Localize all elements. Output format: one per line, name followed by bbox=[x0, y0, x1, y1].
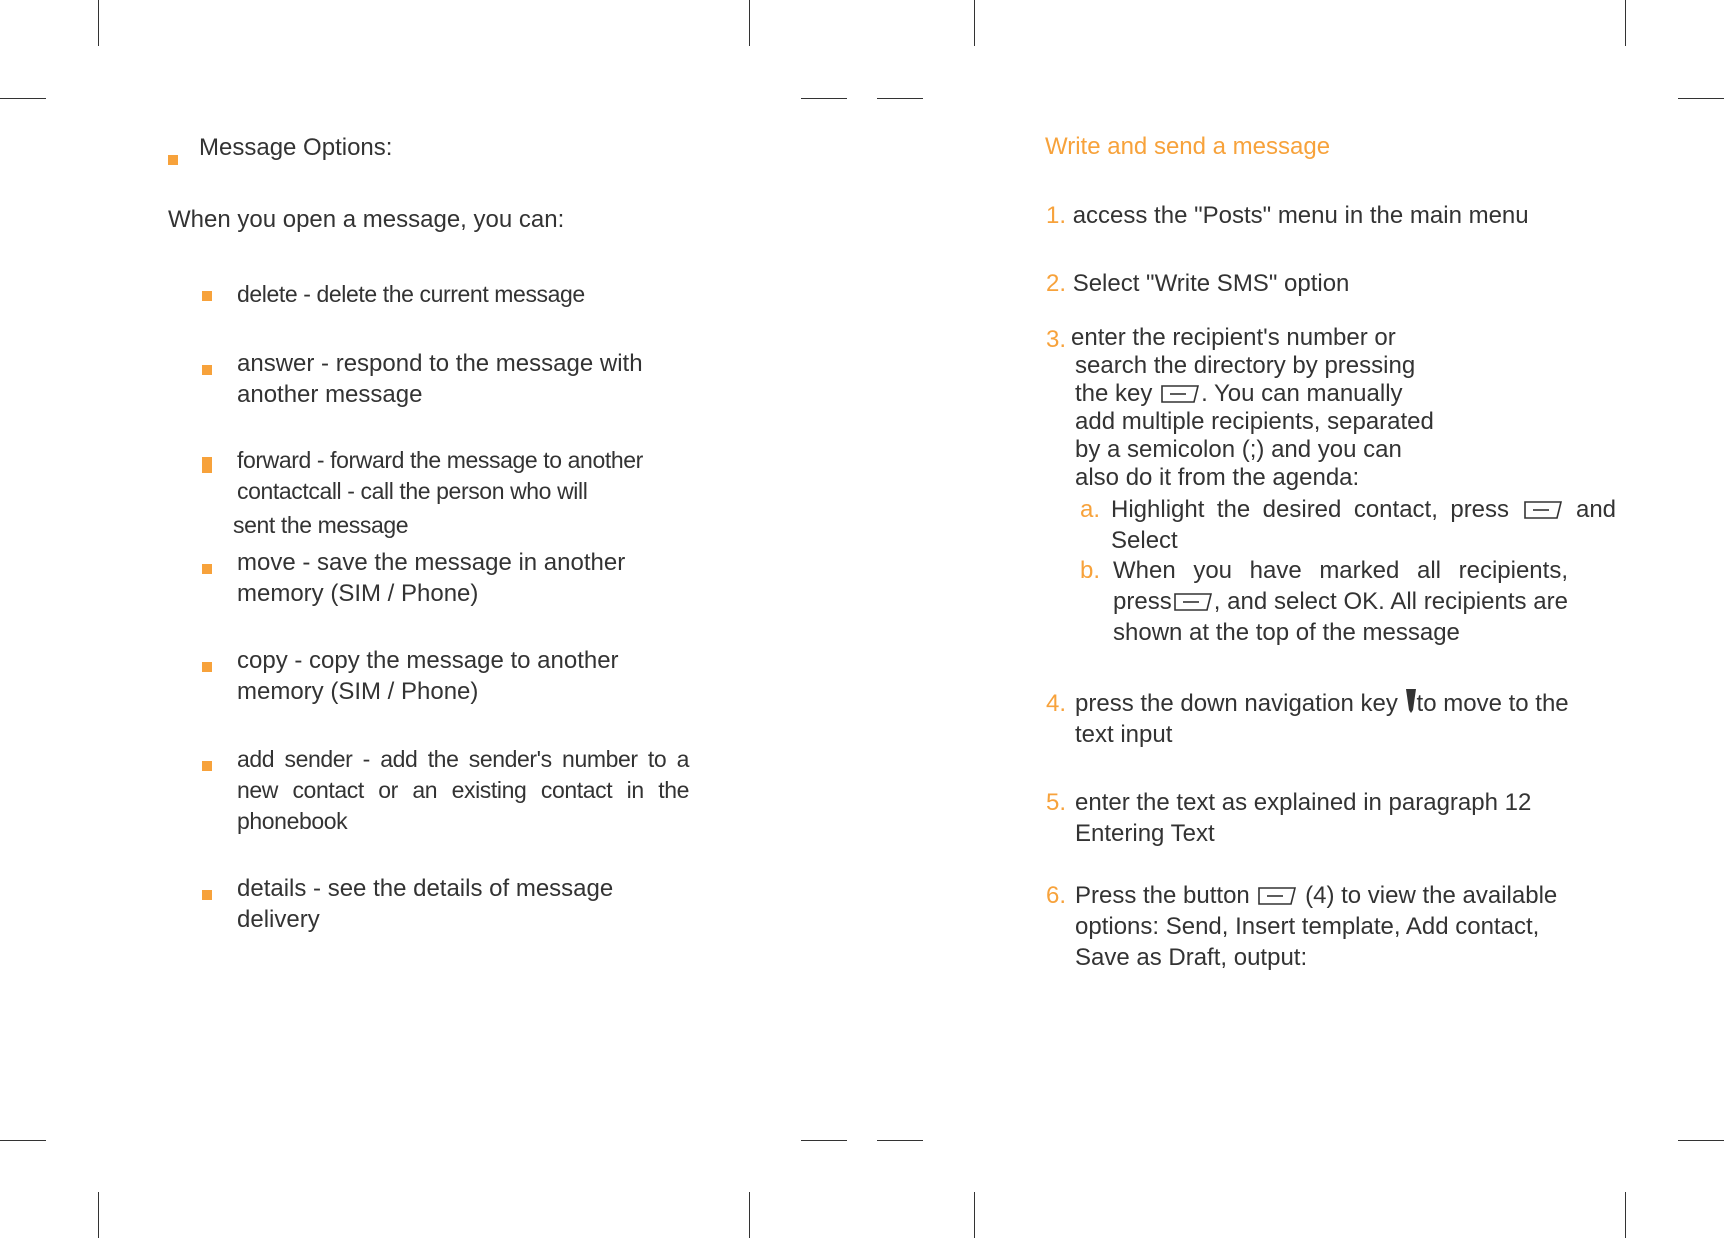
step-number: 3. bbox=[1046, 326, 1067, 353]
bullet-icon bbox=[202, 761, 212, 771]
step-text-continued: (4) to view the available options: Send, Insert template, Add contact, Save as Draft, output: bbox=[1075, 882, 1558, 971]
list-item-details: details - see the details of message delivery bbox=[237, 875, 614, 933]
step-2 bbox=[1046, 268, 1546, 299]
left-page bbox=[0, 0, 860, 1238]
step-text: press the down navigation key bbox=[1075, 690, 1398, 717]
list-item-forward: forward - forward the message to another contactcall - call the person who will bbox=[237, 447, 643, 504]
step-4 bbox=[1075, 688, 1575, 750]
right-page bbox=[860, 0, 1724, 1238]
step-text: Select "Write SMS" option bbox=[1072, 270, 1350, 297]
substep-text-continued: , and select OK. All recipients are shown at the top of the message bbox=[1113, 588, 1568, 646]
intro-text: When you open a message, you can: bbox=[168, 206, 565, 233]
substep-a bbox=[1111, 494, 1616, 556]
list-item-call-continuation: sent the message bbox=[233, 512, 409, 538]
step-5: enter the text as explained in paragraph 12 Entering Text bbox=[1075, 789, 1532, 847]
bullet-icon bbox=[202, 291, 212, 301]
message-options-heading: Message Options: bbox=[199, 134, 393, 161]
down-navigation-key-icon bbox=[1405, 688, 1417, 714]
substep-letter: a. bbox=[1080, 496, 1101, 523]
substep-text-continued: and Select bbox=[1111, 496, 1617, 554]
list-item-delete: delete - delete the current message bbox=[237, 281, 585, 307]
substep-letter: b. bbox=[1080, 557, 1101, 584]
step-number: 1. bbox=[1046, 202, 1067, 229]
step-text-continued: to move to the text input bbox=[1075, 690, 1569, 748]
step-text: Press the button bbox=[1075, 882, 1250, 909]
list-item-add-sender: add sender - add the sender's number to a new contact or an existing contact in the phonebook bbox=[237, 746, 689, 834]
list-item-answer: answer - respond to the message with another message bbox=[237, 350, 643, 408]
step-1 bbox=[1046, 200, 1546, 231]
substep-text: When you have marked all recipients, press bbox=[1113, 557, 1568, 615]
softkey-icon bbox=[1174, 593, 1212, 611]
write-send-heading: Write and send a message bbox=[1045, 133, 1331, 160]
step-number: 5. bbox=[1046, 789, 1067, 816]
step-text: access the "Posts" menu in the main menu bbox=[1072, 202, 1529, 229]
step-number: 2. bbox=[1046, 270, 1067, 297]
bullet-icon bbox=[202, 365, 212, 375]
step-text: enter the recipient's number or search the directory by pressing the key bbox=[1071, 324, 1416, 407]
bullet-icon bbox=[202, 890, 212, 900]
step-number: 4. bbox=[1046, 690, 1067, 717]
bullet-icon bbox=[202, 662, 212, 672]
substep-text: Highlight the desired contact, press bbox=[1111, 496, 1510, 523]
bullet-icon bbox=[202, 457, 212, 473]
bullet-icon bbox=[202, 564, 212, 574]
bullet-icon bbox=[168, 155, 178, 165]
softkey-icon bbox=[1161, 385, 1199, 403]
list-item-copy: copy - copy the message to another memory (SIM / Phone) bbox=[237, 647, 619, 705]
softkey-icon bbox=[1524, 501, 1562, 519]
list-item-move: move - save the message in another memory (SIM / Phone) bbox=[237, 549, 626, 607]
step-text-continued: . You can manually add multiple recipients, separated by a semicolon (;) and you can also do it from the agenda: bbox=[1075, 380, 1434, 491]
step-3 bbox=[1071, 324, 1445, 492]
substep-b bbox=[1113, 555, 1568, 648]
softkey-icon bbox=[1258, 887, 1296, 905]
step-number: 6. bbox=[1046, 882, 1067, 909]
step-6 bbox=[1075, 880, 1595, 973]
